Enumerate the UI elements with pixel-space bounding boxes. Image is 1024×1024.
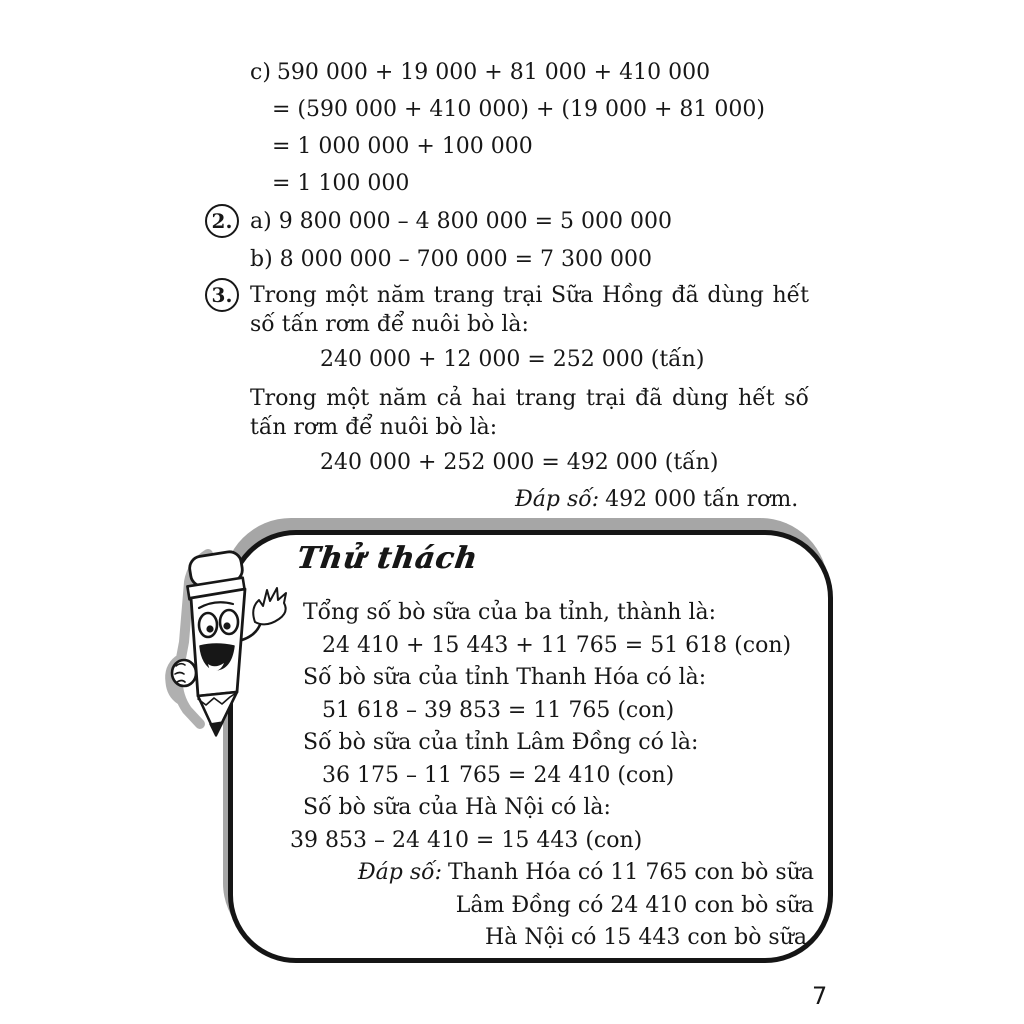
challenge-equation: 36 175 – 11 765 = 24 410 (con) xyxy=(322,762,675,788)
solution-line-c xyxy=(205,58,809,87)
problem-number-badge: 3. xyxy=(205,278,239,312)
challenge-equation: 39 853 – 24 410 = 15 443 (con) xyxy=(290,827,643,853)
problem-2b-row: b) 8 000 000 – 700 000 = 7 300 000 xyxy=(250,247,652,272)
part-label-c: c) xyxy=(250,60,271,85)
solution-step: = 1 000 000 + 100 000 xyxy=(272,134,533,159)
challenge-body xyxy=(233,535,828,958)
answer-text: 492 000 tấn rơm. xyxy=(605,487,799,512)
page-number: 7 xyxy=(812,982,828,1010)
challenge-equation: 24 410 + 15 443 + 11 765 = 51 618 (con) xyxy=(322,632,792,658)
challenge-answer-text: Thanh Hóa có 11 765 con bò sữa xyxy=(448,860,814,885)
solution-step: = (590 000 + 410 000) + (19 000 + 81 000) xyxy=(272,97,765,122)
problem-3-answer-row xyxy=(205,485,809,514)
pencil-mascot-illustration xyxy=(156,542,306,756)
problem-3-statement-2: Trong một năm cả hai trang trại đã dùng hết số tấn rơm để nuôi bò là: xyxy=(250,386,809,440)
answer-label: Đáp số: xyxy=(357,860,442,885)
problem-3-paragraph-1 xyxy=(205,281,809,339)
solution-step: = 1 100 000 xyxy=(272,171,410,196)
problem-3-statement-1: Trong một năm trang trại Sữa Hồng đã dùng hết số tấn rơm để nuôi bò là: xyxy=(250,283,809,337)
expression-c: 590 000 + 19 000 + 81 000 + 410 000 xyxy=(276,60,711,85)
problem-2a-text: a) 9 800 000 – 4 800 000 = 5 000 000 xyxy=(250,209,672,234)
challenge-answer-line: Hà Nội có 15 443 con bò sữa. xyxy=(485,925,814,950)
solutions-section xyxy=(205,50,809,514)
challenge-answer-line xyxy=(303,857,814,890)
problem-number-badge: 2. xyxy=(205,204,239,238)
challenge-answer-block xyxy=(303,857,814,955)
answer-label: Đáp số: xyxy=(515,487,600,512)
challenge-answer-line: Lâm Đồng có 24 410 con bò sữa xyxy=(455,892,814,918)
challenge-equation: 51 618 – 39 853 = 11 765 (con) xyxy=(322,697,675,723)
challenge-statement: Số bò sữa của Hà Nội có là: xyxy=(303,795,611,820)
challenge-statement: Số bò sữa của tỉnh Lâm Đồng có là: xyxy=(303,730,699,755)
challenge-box xyxy=(228,530,833,963)
problem-3-equation-1: 240 000 + 12 000 = 252 000 (tấn) xyxy=(320,347,705,372)
challenge-statement: Số bò sữa của tỉnh Thanh Hóa có là: xyxy=(303,665,707,690)
challenge-title: Thử thách xyxy=(294,541,481,576)
challenge-statement: Tổng số bò sữa của ba tỉnh, thành là: xyxy=(303,600,717,625)
problem-3-equation-2: 240 000 + 252 000 = 492 000 (tấn) xyxy=(320,450,719,475)
problem-2a-row xyxy=(205,207,809,236)
